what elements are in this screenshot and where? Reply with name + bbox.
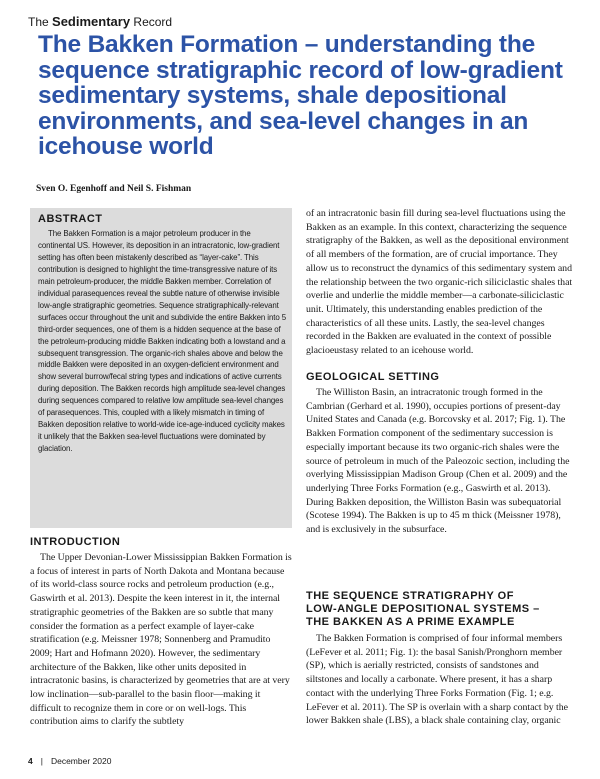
introduction-text: The Upper Devonian-Lower Mississippian Bakken Formation is a focus of interest in parts of North Dakota and Montana because of its world-class source rocks and petroleum production (e.g., Gaswirth et al. 2013). Despite the keen interest in it, the internal stratigraphic geometries of the Bakken are so subtle that many consider the formation as a perfect example of layer-cake stratification (e.g. Meissner 1978; Sonnenberg and Pramudito 2009; Hart and Hofmann 2020). However, the sedimentary architecture of the Bakken, like other units deposited in intracratonic basins, is characterized by geometries that are at very low inclination—sub-parallel to the basin floor—making it difficult to recognize them in core or on well-logs. This contribution aims to clarify the subtlety xyxy=(30,552,292,728)
geological-setting-heading: GEOLOGICAL SETTING xyxy=(306,371,440,383)
running-header xyxy=(28,14,172,29)
introduction-heading: INTRODUCTION xyxy=(30,536,121,548)
authors: Sven O. Egenhoff and Neil S. Fishman xyxy=(36,184,192,194)
header-prefix: The xyxy=(28,15,49,29)
header-suffix: Record xyxy=(133,15,173,29)
abstract-heading: ABSTRACT xyxy=(38,213,103,225)
column2-continuation-text: of an intracratonic basin fill during sea-level fluctuations using the Bakken as an example. In this context, characterizing the sequence stratigraphy of the Bakken, as well as the depositional environment of all members of the formation, are of crucial importance. They allow us to reconstruct the dynamics of this sedimentary system and the relationship between the two organic-rich siliciclastic shales that overlie and underlie the middle member—a carbonate-siliciclastic unit. Ultimately, this understanding enables prediction of the characteristics of all these units. Lastly, the sea-level changes recorded in the Bakken are evaluated in the context of possible glacioeustasy related to an icehouse world. xyxy=(306,208,573,357)
sequence-heading-line-3: THE BAKKEN AS A PRIME EXAMPLE xyxy=(306,616,515,628)
footer-date: December 2020 xyxy=(50,756,112,766)
article-title: The Bakken Formation – understanding the sequence stratigraphic record of low-gradient sedimentary systems, shale depositional environments, and sea-level changes in an icehouse world xyxy=(38,31,563,160)
sequence-heading-line-1: THE SEQUENCE STRATIGRAPHY OF xyxy=(306,590,514,602)
geological-setting-text: The Williston Basin, an intracratonic trough formed in the Cambrian (Gerhard et al. 1990), occupies portions of present-day United States and Canada (e.g. Borcovsky et al. 2017; Fig. 1). The Bakken Formation component of the sedimentary succession is especially important because its two organic-rich shales were the source of petroleum in much of the Paleozoic section, including the overlying Mississippian Madison Group (Chen et al. 2009) and the underlying Three Forks Formation (e.g., Gaswirth et al. 2013). During Bakken deposition, the Williston Basin was subequatorial (Scotese 1994). The Bakken is up to 45 m thick (Meissner 1978), and is exclusively in the subsurface. xyxy=(306,387,570,536)
header-bold: Sedimentary xyxy=(52,14,131,29)
page-number: 4 xyxy=(28,756,33,766)
sequence-section-text: The Bakken Formation is comprised of four informal members (LeFever et al. 2011; Fig. 1): the basal Sanish/Pronghorn member (SP), which is aerially restricted, consists of sandstones and siltstones and locally a carbonate. Where present, it has a sharp contact with the underlying Three Forks Formation (Fig. 1; e.g. LeFever et al. 2011). The SP is overlain with a sharp contact by the lower Bakken shale (LBS), a black shale containing clay, organic xyxy=(306,633,568,727)
page-footer xyxy=(28,756,111,766)
sequence-heading-line-2: LOW-ANGLE DEPOSITIONAL SYSTEMS – xyxy=(306,603,540,615)
abstract-text: The Bakken Formation is a major petroleum producer in the continental US. However, its deposition in an intracratonic, low-gradient setting has often been mistakenly described as “layer-cake”. This contribution is designed to highlight the time-transgressive nature of its main petroleum-producer, the middle Bakken member. Correlation of individual parasequences reveal the subtle nature of otherwise invisible low-angle stratigraphic geometries. Sequence stratigraphically-relevant surfaces occur throughout the unit and subdivide the entire Bakken into 5 third-order sequences, one of them is a hidden sequence at the base of the petroleum-producing middle Bakken indicating both a lowstand and a subsequent transgression. The organic-rich shales above and below the middle Bakken were deposited in an oxygen-deficient environment and show several burrow/fecal string types and indications of active currents during deposition. The Bakken records high amplitude sea-level changes during sequences compared to relative low amplitude sea-level changes of parasequences. This, coupled with a likely mismatch in timing of Bakken deposition relative to world-wide ice-age-induced cyclicity makes it unlikely that the Bakken sea-level fluctuations were dominated by glaciation. xyxy=(38,229,286,454)
footer-separator: | xyxy=(40,756,43,766)
sequence-section-heading xyxy=(306,590,576,629)
